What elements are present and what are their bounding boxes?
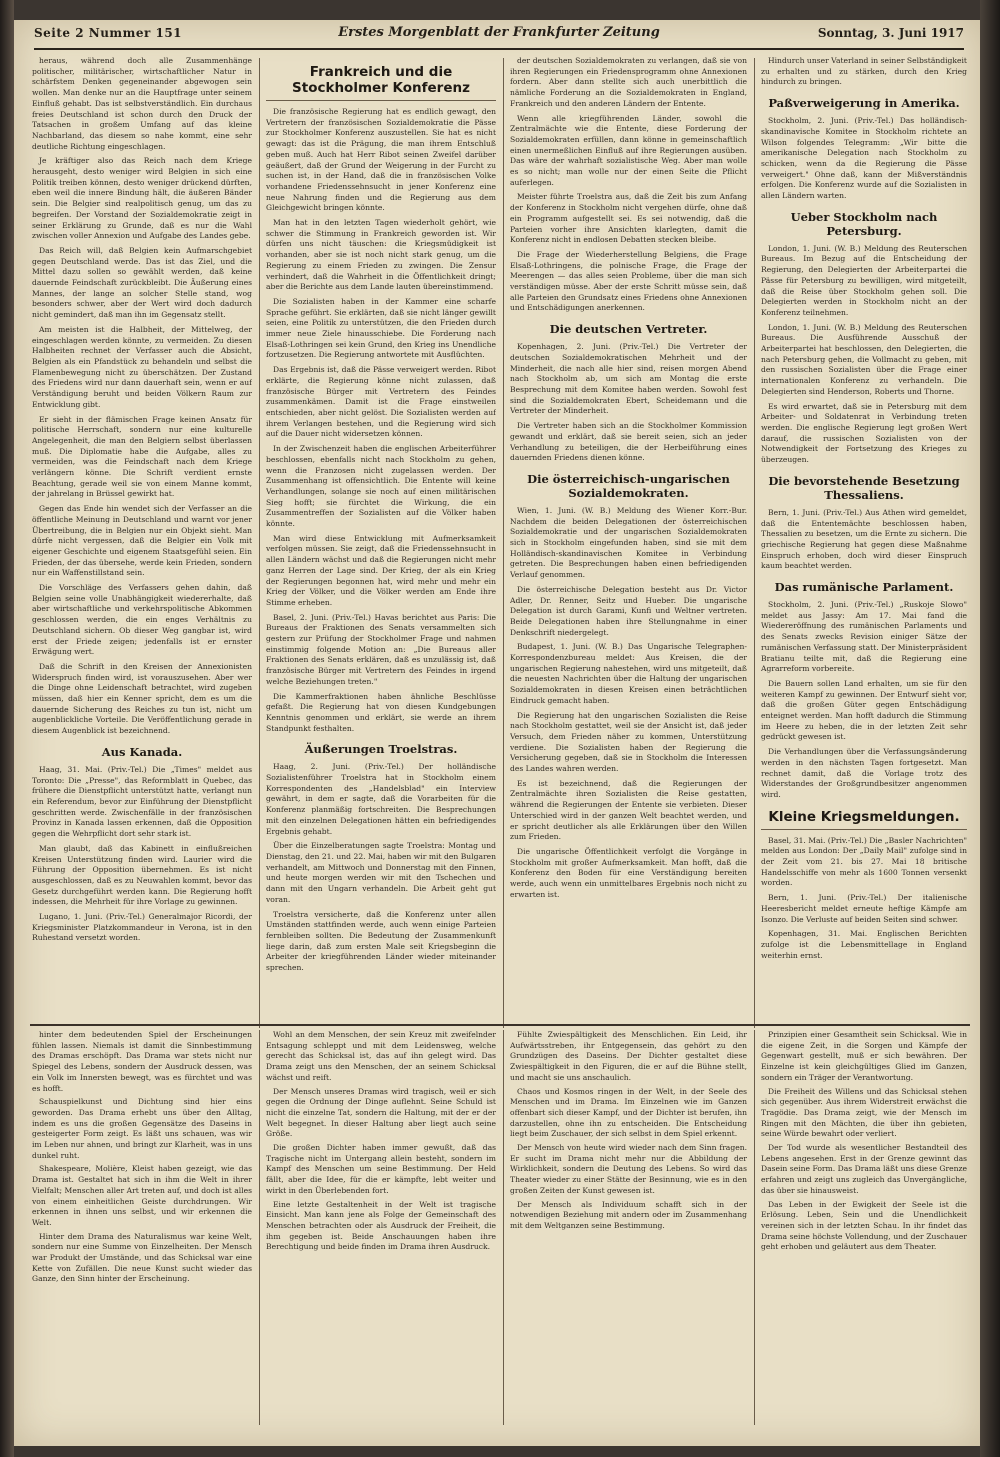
column-1 bbox=[32, 56, 252, 1026]
article-heading: Die bevorstehende Besetzung Thessaliens. bbox=[768, 473, 960, 502]
page-number: Seite 2 Nummer 151 bbox=[34, 26, 183, 40]
feuilleton-paragraph: Shakespeare, Molière, Kleist haben gezeigt, wie das Drama ist. Gestaltet hat sich in ihm die Welt in ihrer Vielfalt; Menschen aller Art treten auf, und doch ist alles von einem einheitlichen Geiste durchdrungen. Wir erkennen in ihnen uns selbst, und wir erkennen die Welt. bbox=[32, 1164, 252, 1227]
article-paragraph: Die Kammerfraktionen haben ähnliche Beschlüsse gefaßt. Die Regierung hat von diesen Kundgebungen Kenntnis genommen und erklärt, sie werde an ihrem Standpunkt festhalten. bbox=[266, 691, 496, 733]
feuilleton-paragraph: Die großen Dichter haben immer gewußt, daß das Tragische nicht im Untergang allein besteht, sondern im Kampf des Menschen um seine Bestimmung. Der Held fällt, aber die Idee, für die er kämpfte, lebt weiter und wirkt in den Überlebenden fort. bbox=[266, 1143, 496, 1195]
article-heading: Ueber Stockholm nach Petersburg. bbox=[790, 209, 938, 238]
article-paragraph: London, 1. Juni. (W. B.) Meldung des Reuterschen Bureaus. Die Ausführende Ausschuß der Arbeiterpartei hat beschlossen, den Delegierten, die nach Petersburg gehen, die Vollmacht zu geben, mit den russischen Sozialisten über die Frage einer internationalen Konferenz zu verhandeln. Die Delegierten sind Henderson, Roberts und Thorne. bbox=[761, 322, 967, 396]
feuilleton-paragraph: Hinter dem Drama des Naturalismus war keine Welt, sondern nur eine Summe von Einzelheiten. Der Mensch war Produkt der Umstände, und das Schicksal war eine Kette von Zufällen. Die neue Kunst sucht wieder das Ganze, den Sinn hinter der Erscheinung. bbox=[32, 1231, 252, 1284]
article-paragraph: Kopenhagen, 31. Mai. Englischen Berichten zufolge ist die Lebensmittellage in England weiterhin ernst. bbox=[761, 929, 967, 960]
article-heading: Die österreichisch-ungarischen Sozialdemokraten. bbox=[527, 471, 730, 500]
feuilleton-column-3 bbox=[510, 1030, 747, 1425]
article-heading: Frankreich und die Stockholmer Konferenz bbox=[266, 64, 496, 101]
feuilleton-paragraph: Prinzipien einer Gesamtheit sein Schicksal. Wie in die eigene Zeit, in die Sorgen und Kämpfe der Gegenwart gestellt, muß er sich bewähren. Der Einzelne ist kein gleichgültiges Glied im Ganzen, sondern ein Träger der Verantwortung. bbox=[761, 1030, 967, 1082]
article-paragraph: Daß die Schrift in den Kreisen der Annexionisten Widerspruch finden wird, ist vorauszusehen. Aber wer die Dinge ohne Leidenschaft betrachtet, wird zugeben müssen, daß hier ein Kenner spricht, dem es um die dauernde Sicherung des Reiches zu tun ist, nicht um augenblickliche Vorteile. Die Veröffentlichung gerade in diesem Augenblick ist bezeichnend. bbox=[32, 661, 252, 736]
column-4 bbox=[761, 56, 967, 1026]
issue-date: Sonntag, 3. Juni 1917 bbox=[817, 26, 964, 40]
article-paragraph: Kopenhagen, 2. Juni. (Priv.-Tel.) Die Vertreter der deutschen Sozialdemokratischen Mehrheit und der Minderheit, die nach alle hier sind, reisen morgen Abend nach Stockholm ab, um sich am Montag die erste Besprechung mit dem Komitee haben werden. Sowohl fest sind die Sozialdemokraten Ebert, Scheidemann und die Vertreter der Minderheit. bbox=[510, 342, 747, 416]
article-paragraph: Das Ergebnis ist, daß die Pässe verweigert werden. Ribot erklärte, die Regierung könne nicht zulassen, daß französische Bürger mit Vertretern des Feindes zusammenkämen. Damit ist die Frage einstweilen entschieden, aber nicht gelöst. Die Sozialisten werden auf ihrem Verlangen bestehen, und die Regierung wird sich auf die Dauer nicht widersetzen können. bbox=[266, 365, 496, 439]
article-paragraph: Haag, 31. Mai. (Priv.-Tel.) Die „Times" meldet aus Toronto: Die „Presse", das Reformblatt in Quebec, das frühere die Dienstpflicht unterstützt hatte, verlangt nun ein Referendum, bevor zur Einführung der Dienstpflicht geschritten werde. Zwischenfälle in der französischen Provinz in Kanada lassen erkennen, daß die Opposition gegen die Wehrpflicht dort sehr stark ist. bbox=[32, 764, 252, 839]
feuilleton-paragraph: Schauspielkunst und Dichtung sind hier eins geworden. Das Drama erhebt uns über den Alltag, indem es uns die großen Gegensätze des Daseins in gesteigerter Form zeigt. Es läßt uns schauen, was wir im Leben nur ahnen, und bringt zur Klarheit, was in uns dunkel ruht. bbox=[32, 1097, 252, 1160]
article-paragraph: Das Reich will, daß Belgien kein Aufmarschgebiet gegen Deutschland werde. Das ist das Ziel, und die Mittel dazu sollen so gewählt werden, daß keine dauernde Feindschaft zurückbleibt. Die Äußerung eines Mannes, der lange an solcher Stelle stand, wog besonders schwer, aber der Wert wird doch dadurch nicht gemindert, daß man ihn im Gegensatz stellt. bbox=[32, 245, 252, 320]
newspaper-title: Erstes Morgenblatt der Frankfurter Zeitung bbox=[338, 25, 660, 40]
article-paragraph: Die Verhandlungen über die Verfassungsänderung werden in den nächsten Tagen fortgesetzt. Man rechnet damit, daß die Vorlage trotz des Widerstandes der Großgrundbesitzer angenommen wird. bbox=[761, 747, 967, 799]
article-paragraph: Die Frage der Wiederherstellung Belgiens, die Frage Elsaß-Lothringens, die polnische Frage, die Frage der Meerengen — das alles seien Probleme, über die man sich verständigen müsse. Aber der erste Schritt müsse sein, daß alle Parteien den Grundsatz eines Friedens ohne Annexionen und Entschädigungen anerkennen. bbox=[510, 249, 747, 313]
feuilleton-paragraph: Die Freiheit des Willens und das Schicksal stehen sich gegenüber. Aus ihrem Widerstreit erwächst die Tragödie. Das Drama zeigt, wie der Mensch im Ringen mit den Mächten, die über ihn gebieten, seine Würde bewahrt oder verliert. bbox=[761, 1086, 967, 1139]
article-heading: Kleine Kriegsmeldungen. bbox=[761, 809, 967, 830]
article-paragraph: Troelstra versicherte, daß die Konferenz unter allen Umständen stattfinden werde, auch wenn einige Parteien fernbleiben sollten. Die Bedeutung der Zusammenkunft liege darin, daß zum ersten Male seit Kriegsbeginn die Arbeiter der kriegführenden Länder wieder miteinander sprechen. bbox=[266, 909, 496, 973]
article-paragraph: Hindurch unser Vaterland in seiner Selbständigkeit zu erhalten und zu stärken, durch den Krieg hindurch zu bringen. bbox=[761, 56, 967, 87]
article-paragraph: Wien, 1. Juni. (W. B.) Meldung des Wiener Korr.-Bur. Nachdem die beiden Delegationen der österreichischen Sozialdemokratie und der ungarischen Sozialdemokraten sich in Stockholm eingefunden haben, sind sie mit dem Holländisch-skandinavischen Komitee in Verbindung getreten. Die Besprechungen haben einen befriedigenden Verlauf genommen. bbox=[510, 505, 747, 580]
article-paragraph: Die Vorschläge des Verfassers gehen dahin, daß Belgien seine volle Unabhängigkeit wiedererhalte, daß aber wirtschaftliche und verkehrspolitische Abkommen geschlossen werden, die ein enges Verhältnis zu Deutschland sichern. Ob dieser Weg gangbar ist, wird erst der Friede zeigen; jedenfalls ist er ernster Erwägung wert. bbox=[32, 583, 252, 657]
article-paragraph: Wenn alle kriegführenden Länder, sowohl die Zentralmächte wie die Entente, diese Forderung der Sozialdemokraten erfüllen, dann könne in gemeinschaftlich einen unermeßlichen Einfluß auf ihre Regierungen ausüben. Das wäre der wahrhaft sozialistische Weg. Aber man wolle es so nicht; man wolle nur der einen Seite die Pflicht auferlegen. bbox=[510, 113, 747, 187]
article-paragraph: Die ungarische Öffentlichkeit verfolgt die Vorgänge in Stockholm mit großer Aufmerksamkeit. Man hofft, daß die Konferenz den Boden für eine Verständigung bereiten werde, auch wenn ein unmittelbares Ergebnis noch nicht zu erwarten ist. bbox=[510, 847, 747, 899]
article-paragraph: Man hat in den letzten Tagen wiederholt gehört, wie schwer die Stimmung in Frankreich geworden ist. Wir dürfen uns nicht täuschen: die Kriegsmüdigkeit ist vorhanden, aber sie ist noch nicht stark genug, um die Regierung zu einem Frieden zu zwingen. Die Zensur verhindert, daß die Wahrheit in die Öffentlichkeit dringt; aber die Berichte aus dem Lande lauten übereinstimmend. bbox=[266, 218, 496, 292]
feuilleton-column-2 bbox=[266, 1030, 496, 1425]
column-2 bbox=[266, 56, 496, 1026]
feuilleton-paragraph: Fühlte Zwiespältigkeit des Menschlichen. Ein Leid, ihr Aufwärtsstreben, ihr Entgegensein, das gehört zu den Grundzügen des Daseins. Der Dichter gestaltet diese Zwiespältigkeit in den Figuren, die er auf die Bühne stellt, und macht sie uns anschaulich. bbox=[510, 1030, 747, 1082]
book-spine bbox=[0, 0, 14, 1457]
feuilleton-paragraph: Der Mensch von heute wird wieder nach dem Sinn fragen. Er sucht im Drama nicht mehr nur die Abbildung der Wirklichkeit, sondern die Deutung des Lebens. So wird das Theater wieder zu einer Stätte der Besinnung, wie es in den großen Zeiten der Kunst gewesen ist. bbox=[510, 1143, 747, 1195]
article-paragraph: der deutschen Sozialdemokraten zu verlangen, daß sie von ihren Regierungen ein Friedensprogramm ohne Annexionen fordern. Aber dann stellte sich auch unerbittlich die nämliche Forderung an die Sozialdemokraten in England, Frankreich und den anderen Ländern der Entente. bbox=[510, 56, 747, 108]
column-rule bbox=[503, 1030, 504, 1425]
column-rule bbox=[503, 58, 504, 1028]
article-paragraph: Die österreichische Delegation besteht aus Dr. Victor Adler, Dr. Renner, Seitz und Hueber. Die ungarische Delegation ist durch Garami, Kunfi und Weltner vertreten. Beide Delegationen haben ihre Stellungnahme in einer Denkschrift niedergelegt. bbox=[510, 584, 747, 637]
article-paragraph: In der Zwischenzeit haben die englischen Arbeiterführer beschlossen, ebenfalls nicht nach Stockholm zu gehen, wenn die Franzosen nicht zugelassen werden. Der Zusammenhang ist offensichtlich. Die Entente will keine Verhandlungen, solange sie noch auf einen militärischen Sieg hofft; sie fürchtet die Wirkung, die ein Zusammentreffen der Sozialisten auf die Völker haben könnte. bbox=[266, 444, 496, 529]
feuilleton-paragraph: Chaos und Kosmos ringen in der Welt, in der Seele des Menschen und im Drama. Im Einzelnen wie im Ganzen offenbart sich dieser Kampf, und der Dichter ist berufen, ihn darzustellen, ohne ihn zu entscheiden. Die Entscheidung liegt beim Zuschauer, der sich selbst in dem Spiel erkennt. bbox=[510, 1086, 747, 1139]
feuilleton-paragraph: Das Leben in der Ewigkeit der Seele ist die Erlösung. Leben, Sein und die Unendlichkeit vereinen sich in der letzten Schau. In ihr findet das Drama seine höchste Vollendung, und der Zuschauer geht erhoben und geläutert aus dem Theater. bbox=[761, 1199, 967, 1252]
feuilleton-paragraph: hinter dem bedeutenden Spiel der Erscheinungen fühlen lassen. Niemals ist damit die Sinnbestimmung des Dramas erschöpft. Das Drama war stets nicht nur Spiegel des Lebens, sondern der Ausdruck dessen, was ein Volk im Innersten bewegt, was es fürchtet und was es hofft. bbox=[32, 1030, 252, 1093]
article-paragraph: Je kräftiger also das Reich nach dem Kriege herausgeht, desto weniger wird Belgien in sich eine Politik treiben können, desto weniger drückend dürften, eben weil die innere Bindung hält, die äußeren Bänder sein. Die Belgier sind realpolitisch genug, um das zu begreifen. Der Vorstand der Sozialdemokratie zeigt in seiner Erklärung zu Grunde, daß es nur die Wahl zwischen voller Annexion und Aufgabe des Landes gebe. bbox=[32, 156, 252, 241]
article-paragraph: Die Bauern sollen Land erhalten, um sie für den weiteren Kampf zu gewinnen. Der Entwurf sieht vor, daß die großen Güter gegen Entschädigung enteignet werden. Man hofft dadurch die Stimmung im Heere zu heben, die in der letzten Zeit sehr gedrückt gewesen ist. bbox=[761, 678, 967, 742]
feuilleton-column-1 bbox=[32, 1030, 252, 1425]
article-paragraph: Man wird diese Entwicklung mit Aufmerksamkeit verfolgen müssen. Sie zeigt, daß die Friedenssehnsucht in allen Ländern wächst und daß die Regierungen nicht mehr ganz Herren der Lage sind. Der Krieg, der als ein Krieg der Regierungen begonnen hat, wird mehr und mehr ein Krieg der Völker, und die Völker werden am Ende ihre Stimme erheben. bbox=[266, 533, 496, 607]
article-paragraph: Gegen das Ende hin wendet sich der Verfasser an die öffentliche Meinung in Deutschland und warnt vor jener Übertreibung, die in Belgien nur ein Objekt sieht. Man dürfe nicht vergessen, daß die Belgier ein Volk mit eigener Geschichte und eigenem Staatsgefühl seien. Ein Frieden, der das übersehe, werde kein Frieden, sondern nur ein Waffenstillstand sein. bbox=[32, 504, 252, 578]
masthead bbox=[34, 22, 964, 50]
column-rule bbox=[754, 58, 755, 1028]
article-paragraph: Bern, 1. Juni. (Priv.-Tel.) Aus Athen wird gemeldet, daß die Ententemächte beschlossen haben, Thessalien zu besetzen, um die Ernte zu sichern. Die griechische Regierung hat gegen diese Maßnahme Einspruch erhoben, doch wird dieser Einspruch kaum beachtet werden. bbox=[761, 507, 967, 571]
article-paragraph: Die Sozialisten haben in der Kammer eine scharfe Sprache geführt. Sie erklärten, daß sie nicht länger gewillt seien, eine Politik zu unterstützen, die den Frieden durch immer neue Ziele hinausschiebe. Die Forderung nach Elsaß-Lothringen sei kein Grund, den Krieg ins Unendliche fortzusetzen. Die Regierung antwortete mit Ausflüchten. bbox=[266, 296, 496, 360]
article-paragraph: Bern, 1. Juni. (Priv.-Tel.) Der italienische Heeresbericht meldet erneute heftige Kämpfe am Isonzo. Die Verluste auf beiden Seiten sind schwer. bbox=[761, 893, 967, 924]
article-heading: Das rumänische Parlament. bbox=[774, 580, 954, 595]
column-3 bbox=[510, 56, 747, 1026]
article-paragraph: Haag, 2. Juni. (Priv.-Tel.) Der holländische Sozialistenführer Troelstra hat in Stockholm einem Korrespondenten des „Handelsblad" ein Interview gewährt, in dem er sagte, daß die Vorarbeiten für die Konferenz planmäßig fortschreiten. Die Besprechungen mit den einzelnen Delegationen hätten ein befriedigendes Ergebnis gehabt. bbox=[266, 762, 496, 836]
article-paragraph: London, 1. Juni. (W. B.) Meldung des Reuterschen Bureaus. Im Bezug auf die Entscheidung der Regierung, den Delegierten der Arbeiterpartei die Pässe für Petersburg zu bewilligen, wird mitgeteilt, daß die Reise über Stockholm gehen soll. Die Delegierten werden in Stockholm nicht an der Konferenz teilnehmen. bbox=[761, 243, 967, 317]
article-paragraph: heraus, während doch alle Zusammenhänge politischer, militärischer, wirtschaftlicher Natur in schärfstem Denken gegeneinander abgewogen sein wollen. Man denke nur an die Hauptfrage unter seinem Einfluß gehabt. Das ist selbstverständlich. Ein durchaus freies Deutschland ist schon durch den Druck der Tatsachen in großem Umfang auf das kleine Nachbarland, das diesem so nahe kommt, eine sehr deutliche Richtung eingeschlagen. bbox=[32, 56, 252, 151]
article-paragraph: Basel, 31. Mai. (Priv.-Tel.) Die „Basler Nachrichten" melden aus London: Der „Daily Mail" zufolge sind in der Zeit vom 21. bis 27. Mai 18 britische Handelsschiffe von mehr als 1600 Tonnen versenkt worden. bbox=[761, 835, 967, 888]
article-paragraph: Die französische Regierung hat es endlich gewagt, den Vertretern der französischen Sozialdemokratie die Pässe zur Stockholmer Konferenz auszustellen. Sie hat es nicht gewagt: das ist die Prägung, die man ihrem Entschluß geben muß. Auch hat Herr Ribot seinen Zweifel darüber geäußert, daß der Grund der Weigerung in der Furcht zu suchen ist, in der Hand, daß die in französischen Volke vorhandene Friedenssehnsucht in jener Konferenz eine neue Nahrung finden und die Regierung aus dem Gleichgewicht bringen könnte. bbox=[266, 107, 496, 213]
article-paragraph: Budapest, 1. Juni. (W. B.) Das Ungarische Telegraphen-Korrespondenzbureau meldet: Aus Kreisen, die der ungarischen Regierung nahestehen, wird uns mitgeteilt, daß die neuesten Nachrichten über die Haltung der ungarischen Sozialdemokraten in diesen Kreisen einen beträchtlichen Eindruck gemacht haben. bbox=[510, 642, 747, 705]
feuilleton-paragraph: Wohl an dem Menschen, der sein Kreuz mit zweifelnder Entsagung schleppt und mit dem Leidensweg, welche gerecht das Schicksal ist, das auf ihn gelegt wird. Das Drama zeigt uns den Menschen, der an seinem Schicksal wächst und reift. bbox=[266, 1030, 496, 1082]
article-paragraph: Meister führte Troelstra aus, daß die Zeit bis zum Anfang der Konferenz in Stockholm nicht vergehen dürfe, ohne daß ein Programm aufgestellt sei. Es sei notwendig, daß die Parteien vorher ihre Ansichten klarlegten, damit die Konferenz nicht in endlosen Debatten stecken bleibe. bbox=[510, 192, 747, 245]
article-paragraph: Man glaubt, daß das Kabinett in einflußreichen Kreisen Unterstützung finden wird. Laurier wird die Führung der Opposition übernehmen. Es ist nicht ausgeschlossen, daß es zu Neuwahlen kommt, bevor das Gesetz durchgeführt werden kann. Die Regierung hofft indessen, die Mehrheit für ihre Vorlage zu gewinnen. bbox=[32, 843, 252, 907]
article-heading: Äußerungen Troelstras. bbox=[304, 742, 458, 757]
article-paragraph: Basel, 2. Juni. (Priv.-Tel.) Havas berichtet aus Paris: Die Bureaus der Fraktionen des Senats versammelten sich gestern zur Prüfung der Stockholmer Frage und nahmen einstimmig folgende Motion an: „Die Bureaus aller Fraktionen des Senats erklären, daß es unzulässig ist, daß französische Bürger mit Vertretern des Feindes in irgend welche Beziehungen treten." bbox=[266, 612, 496, 686]
article-paragraph: Stockholm, 2. Juni. (Priv.-Tel.) „Ruskoje Slowo" meldet aus Jassy: Am 17. Mai fand die Wiedereröffnung des rumänischen Parlaments und des Senats zwecks Revision einiger Sätze der rumänischen Verfassung statt. Der Ministerpräsident Bratianu teilte mit, daß die Regierung eine Agrarreform vorbereite. bbox=[761, 600, 967, 674]
article-heading: Die deutschen Vertreter. bbox=[549, 322, 708, 337]
article-paragraph: Es wird erwartet, daß sie in Petersburg mit dem Arbeiter- und Soldatenrat in Verbindung treten werden. Die englische Regierung legt großen Wert darauf, die russischen Sozialisten von der Notwendigkeit der Fortsetzung des Krieges zu überzeugen. bbox=[761, 401, 967, 465]
column-rule bbox=[754, 1030, 755, 1425]
column-rule bbox=[259, 1030, 260, 1425]
column-rule bbox=[259, 58, 260, 1028]
article-paragraph: Lugano, 1. Juni. (Priv.-Tel.) Generalmajor Ricordi, der Kriegsminister Platzkommandeur in Verona, ist in den Ruhestand versetzt worden. bbox=[32, 912, 252, 943]
feuilleton-paragraph: Der Mensch als Individuum schafft sich in der notwendigen Beziehung mit andern oder im Zusammenhang mit dem Weltganzen seine Bestimmung. bbox=[510, 1199, 747, 1230]
article-heading: Paßverweigerung in Amerika. bbox=[768, 96, 960, 111]
article-paragraph: Stockholm, 2. Juni. (Priv.-Tel.) Das holländisch-skandinavische Komitee in Stockholm richtete an Wilson folgendes Telegramm: „Wir bitte die amerikanische Delegation nach Stockholm zu schicken, wenn da die Regierung die Pässe verweigert." Ohne daß, kann der Mißverständnis erfolgen. Die Konferenz wurde auf die Sozialisten in allen Ländern warten. bbox=[761, 116, 967, 201]
article-paragraph: Die Regierung hat den ungarischen Sozialisten die Reise nach Stockholm gestattet, weil sie der Ansicht ist, daß jeder Versuch, dem Frieden näher zu kommen, Unterstützung verdiene. Die Sozialisten haben der Regierung die Versicherung gegeben, daß sie in Stockholm die Interessen des Landes wahren werden. bbox=[510, 710, 747, 774]
article-heading: Aus Kanada. bbox=[101, 744, 183, 759]
article-paragraph: Am meisten ist die Halbheit, der Mittelweg, der eingeschlagen werden könnte, zu vermeiden. Zu diesen Halbheiten rechnet der Verfasser auch die Absicht, Belgien als ein Pfandstück zu behandeln und selbst die Flamenbewegung nicht zu überschätzen. Der Zustand des Friedens wird nur dann dauerhaft sein, wenn er auf Verständigung beruht und beiden Völkern Raum zur Entwicklung gibt. bbox=[32, 324, 252, 409]
feuilleton-paragraph: Der Mensch unseres Dramas wird tragisch, weil er sich gegen die Ordnung der Dinge auflehnt. Seine Schuld ist nicht die einzelne Tat, sondern die Haltung, mit der er der Welt begegnet. In dieser Haltung aber liegt auch seine Größe. bbox=[266, 1086, 496, 1139]
feuilleton-paragraph: Eine letzte Gestaltenheit in der Welt ist tragische Einsicht. Man kann jene als Folge der Gemeinschaft des Menschen betrachten oder als Ausdruck der Freiheit, die ihm gegeben ist. Beide Anschauungen haben ihre Berechtigung und beide finden im Drama ihren Ausdruck. bbox=[266, 1199, 496, 1252]
book-edge bbox=[980, 0, 1000, 1457]
feuilleton-column-4 bbox=[761, 1030, 967, 1425]
feuilleton-paragraph: Der Tod wurde als wesentlicher Bestandteil des Lebens angesehen. Erst in der Grenze gewinnt das Dasein seine Form. Das Drama läßt uns diese Grenze erfahren und zeigt uns zugleich das Unvergängliche, das über sie hinausweist. bbox=[761, 1143, 967, 1195]
article-paragraph: Über die Einzelberatungen sagte Troelstra: Montag und Dienstag, den 21. und 22. Mai, haben wir mit den Bulgaren verhandelt, am Mittwoch und Donnerstag mit den Finnen, und heute morgen werden wir mit den Tschechen und dann mit den Ungarn verhandeln. Die Arbeit geht gut voran. bbox=[266, 841, 496, 904]
article-paragraph: Die Vertreter haben sich an die Stockholmer Kommission gewandt und erklärt, daß sie bereit seien, sich an jeder Verhandlung zu beteiligen, die der Herbeiführung eines dauernden Friedens dienen könne. bbox=[510, 421, 747, 463]
article-paragraph: Er sieht in der flämischen Frage keinen Ansatz für politische Herrschaft, sondern nur eine kulturelle Angelegenheit, die man den Belgiern selbst überlassen muß. Die Diplomatie habe die Aufgabe, alles zu vermeiden, was die Feindschaft nach dem Kriege verlängern könne. Die Schrift verdient ernste Beachtung, gerade weil sie von einem Manne kommt, der jahrelang in Brüssel gewirkt hat. bbox=[32, 414, 252, 499]
article-paragraph: Es ist bezeichnend, daß die Regierungen der Zentralmächte ihren Sozialisten die Reise gestatten, während die Regierungen der Entente sie verbieten. Dieser Unterschied wird in der ganzen Welt beachtet werden, und er spricht deutlicher als alle Erklärungen über den Willen zum Frieden. bbox=[510, 778, 747, 842]
